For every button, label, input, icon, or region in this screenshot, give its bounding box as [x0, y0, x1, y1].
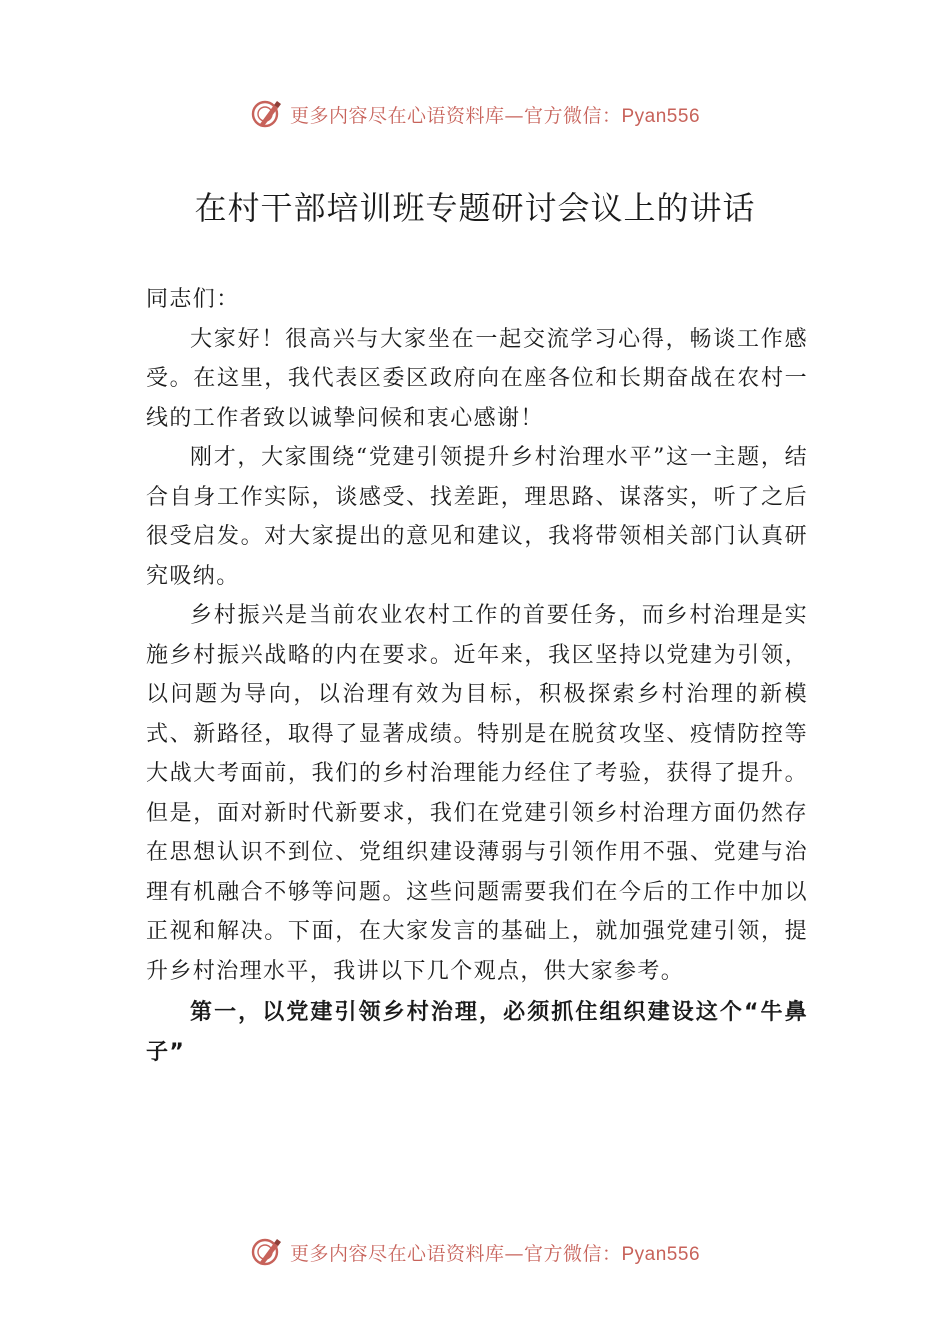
- watermark-banner-top: [0, 94, 950, 134]
- watermark-handle: Pyan556: [621, 105, 701, 127]
- pen-logo-icon: [250, 1235, 284, 1269]
- document-title: 在村干部培训班专题研讨会议上的讲话: [194, 189, 756, 227]
- salutation: 同志们：: [146, 287, 240, 312]
- paragraph-3: 乡村振兴是当前农业农村工作的首要任务，而乡村治理是实施乡村振兴战略的内在要求。近年来，我区坚持以党建为引领，以问题为导向，以治理有效为目标，积极探索乡村治理的新模式、新路径，取得了显著成绩。特别是在脱贫攻坚、疫情防控等大战大考面前，我们的乡村治理能力经住了考验，获得了提升。但是，面对新时代新要求，我们在党建引领乡村治理方面仍然存在思想认识不到位、党组织建设薄弱与引领作用不强、党建与治理有机融合不够等问题。这些问题需要我们在今后的工作中加以正视和解决。下面，在大家发言的基础上，就加强党建引领，提升乡村治理水平，我讲以下几个观点，供大家参考。: [146, 603, 808, 984]
- section-heading: 第一，以党建引领乡村治理，必须抓住组织建设这个“牛鼻子”: [146, 1000, 808, 1065]
- watermark-handle: Pyan556: [621, 1243, 701, 1265]
- watermark-banner-bottom: [0, 1232, 950, 1272]
- watermark-label: [290, 101, 700, 128]
- watermark-text: 更多内容尽在心语资料库—官方微信：: [289, 104, 622, 127]
- paragraph-2: 刚才，大家围绕“党建引领提升乡村治理水平”这一主题，结合自身工作实际，谈感受、找差距，理思路、谋落实，听了之后很受启发。对大家提出的意见和建议，我将带领相关部门认真研究吸纳。: [146, 445, 808, 589]
- pen-logo-icon: [250, 97, 284, 131]
- watermark-text: 更多内容尽在心语资料库—官方微信：: [289, 1242, 622, 1265]
- document-body: [146, 280, 808, 1072]
- watermark-label: [290, 1239, 700, 1266]
- paragraph-1: 大家好！很高兴与大家坐在一起交流学习心得，畅谈工作感受。在这里，我代表区委区政府向在座各位和长期奋战在农村一线的工作者致以诚挚问候和衷心感谢！: [146, 326, 808, 431]
